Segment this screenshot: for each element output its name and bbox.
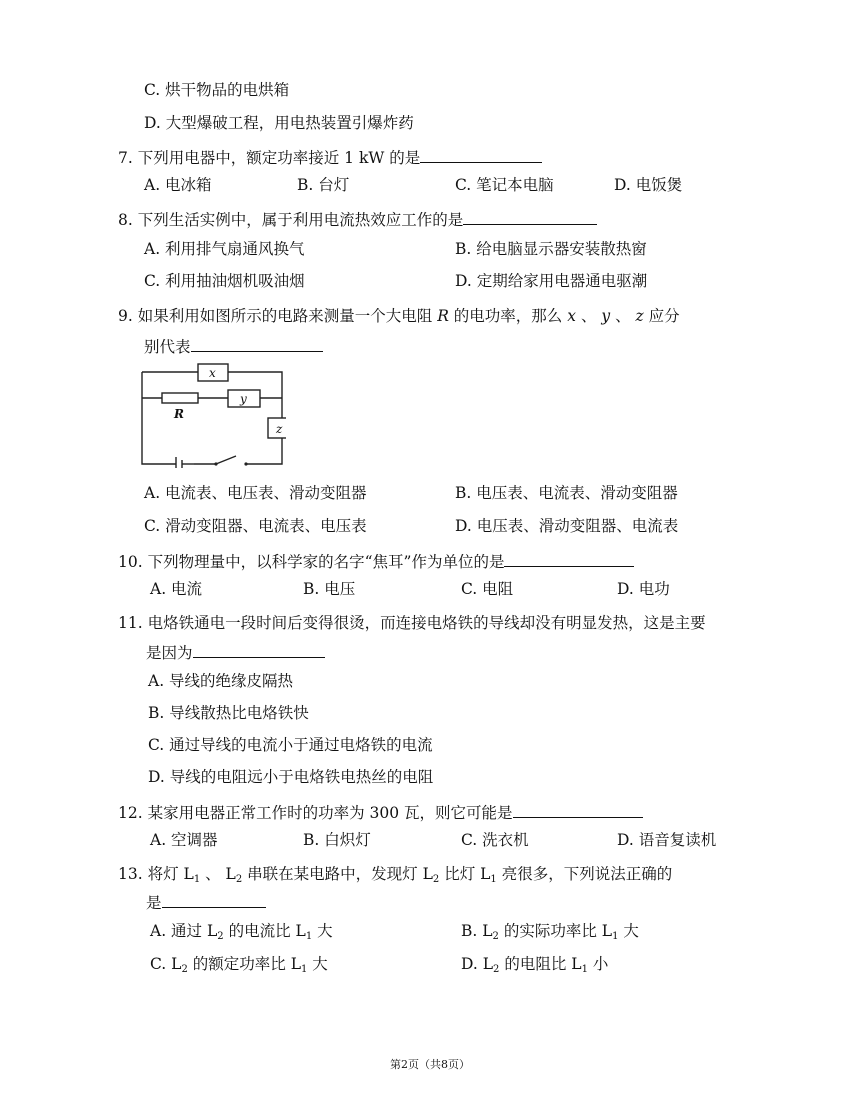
q12-stem [118, 802, 643, 823]
q8-option-b: B. 给电脑显示器安装散热窗 [455, 240, 647, 258]
q13-option-d [461, 954, 608, 980]
var-y: y [601, 307, 611, 325]
q13-stem [118, 864, 672, 890]
q10-stem [118, 551, 634, 572]
var-x: x [567, 307, 576, 325]
q12-option-d: D. 语音复读机 [617, 831, 717, 849]
q13-stem-text: 、 L [200, 865, 236, 883]
q11-stem-text: 电烙铁通电一段时间后变得很烫，而连接电烙铁的导线却没有明显发热，这是主要 [147, 614, 706, 632]
option-text: B. L [461, 922, 493, 940]
q7-stem-text: 下列用电器中，额定功率接近 1 kW 的是 [137, 149, 421, 167]
q8-number: 8. [118, 211, 133, 229]
q11-option-d: D. 导线的电阻远小于电烙铁电热丝的电阻 [148, 768, 434, 786]
q13-number: 13. [118, 865, 143, 883]
option-text: 小 [587, 955, 609, 973]
option-text: 的额定功率比 L [187, 955, 301, 973]
q9-stem-text: 应分 [648, 307, 680, 325]
q13-option-a [150, 921, 333, 947]
q11-stem-line2 [146, 642, 325, 663]
option-text: 的实际功率比 L [498, 922, 613, 940]
q9-option-a: A. 电流表、电压表、滑动变阻器 [144, 484, 367, 502]
subscript: 2 [217, 931, 224, 942]
subscript: 2 [493, 964, 500, 975]
var-z: z [635, 307, 644, 325]
subscript: 2 [235, 874, 243, 885]
answer-blank [504, 551, 634, 567]
q13-stem-text: 亮很多，下列说法正确的 [496, 865, 673, 883]
q13-option-c [150, 954, 328, 980]
q9-option-b: B. 电压表、电流表、滑动变阻器 [455, 484, 678, 502]
subscript: 1 [301, 964, 308, 975]
q8-option-c: C. 利用抽油烟机吸油烟 [144, 272, 305, 290]
q9-stem-text: 别代表 [144, 338, 191, 356]
separator: 、 [615, 307, 631, 325]
q7-stem [118, 147, 542, 168]
q12-option-a: A. 空调器 [150, 831, 218, 849]
q7-option-b: B. 台灯 [297, 176, 350, 194]
separator: 、 [580, 307, 597, 325]
q11-option-a: A. 导线的绝缘皮隔热 [148, 672, 294, 690]
option-text: C. L [150, 955, 182, 973]
q10-option-b: B. 电压 [303, 580, 356, 598]
var-r: R [437, 307, 449, 325]
q10-option-a: A. 电流 [150, 580, 203, 598]
answer-blank [420, 147, 542, 163]
q8-option-d: D. 定期给家用电器通电驱潮 [455, 272, 648, 290]
q11-stem-text: 是因为 [146, 644, 193, 662]
q8-stem-text: 下列生活实例中，属于利用电流热效应工作的是 [137, 211, 464, 229]
option-text: 大 [312, 922, 333, 940]
q7-number: 7. [118, 149, 133, 167]
answer-blank [191, 336, 323, 352]
q13-stem-line2 [146, 892, 266, 913]
option-text: D. L [461, 955, 494, 973]
q9-stem-text: 如果利用如图所示的电路来测量一个大电阻 [137, 307, 433, 325]
q10-number: 10. [118, 553, 143, 571]
q9-stem-line2 [144, 336, 323, 357]
subscript: 1 [612, 931, 619, 942]
subscript: 1 [305, 931, 313, 942]
q9-stem-text: 的电功率，那么 [453, 307, 563, 325]
q12-option-c: C. 洗衣机 [461, 831, 529, 849]
q11-number: 11. [118, 614, 143, 632]
q7-option-c: C. 笔记本电脑 [455, 176, 554, 194]
q11-option-c: C. 通过导线的电流小于通过电烙铁的电流 [148, 736, 433, 754]
page-footer: 第2页（共8页） [390, 1058, 470, 1071]
q9-stem [118, 306, 680, 326]
option-text: 的电阻比 L [499, 955, 582, 973]
q10-option-c: C. 电阻 [461, 580, 514, 598]
q13-option-b [461, 921, 639, 947]
label-z: z [276, 422, 283, 436]
option-text: A. 通过 L [150, 922, 218, 940]
q7-option-d: D. 电饭煲 [614, 176, 683, 194]
subscript: 1 [581, 964, 588, 975]
answer-blank [162, 892, 266, 908]
subscript: 2 [492, 931, 499, 942]
q12-number: 12. [118, 804, 143, 822]
circuit-diagram [136, 362, 286, 468]
q6-option-c: C. 烘干物品的电烘箱 [144, 81, 290, 99]
q9-option-c: C. 滑动变阻器、电流表、电压表 [144, 517, 367, 535]
q11-stem [118, 613, 706, 633]
q6-option-d: D. 大型爆破工程，用电热装置引爆炸药 [144, 114, 414, 132]
label-x: x [209, 366, 216, 380]
option-text: 大 [307, 955, 328, 973]
q9-option-d: D. 电压表、滑动变阻器、电流表 [455, 517, 679, 535]
q13-stem-text: 比灯 L [439, 865, 491, 883]
q13-stem-text: 是 [146, 894, 162, 912]
label-y: y [240, 392, 247, 406]
q13-stem-text: 将灯 L [147, 865, 194, 883]
q7-option-a: A. 电冰箱 [144, 176, 212, 194]
q10-option-d: D. 电功 [617, 580, 670, 598]
q12-stem-text: 某家用电器正常工作时的功率为 300 瓦，则它可能是 [147, 804, 513, 822]
q8-stem [118, 209, 597, 230]
subscript: 2 [432, 874, 440, 885]
option-text: 大 [618, 922, 639, 940]
q12-option-b: B. 白炽灯 [303, 831, 371, 849]
subscript: 2 [181, 964, 188, 975]
switch-lever [216, 456, 236, 464]
subscript: 1 [193, 874, 201, 885]
subscript: 1 [490, 874, 497, 885]
answer-blank [463, 209, 597, 225]
q9-number: 9. [118, 307, 133, 325]
q11-option-b: B. 导线散热比电烙铁快 [148, 704, 309, 722]
option-text: 的电流比 L [223, 922, 306, 940]
q8-option-a: A. 利用排气扇通风换气 [144, 240, 305, 258]
answer-blank [513, 802, 643, 818]
q10-stem-text: 下列物理量中，以科学家的名字“焦耳”作为单位的是 [147, 553, 505, 571]
label-r: R [174, 407, 184, 421]
q13-stem-text: 串联在某电路中，发现灯 L [242, 865, 433, 883]
resistor-r [162, 393, 198, 403]
answer-blank [193, 642, 325, 658]
